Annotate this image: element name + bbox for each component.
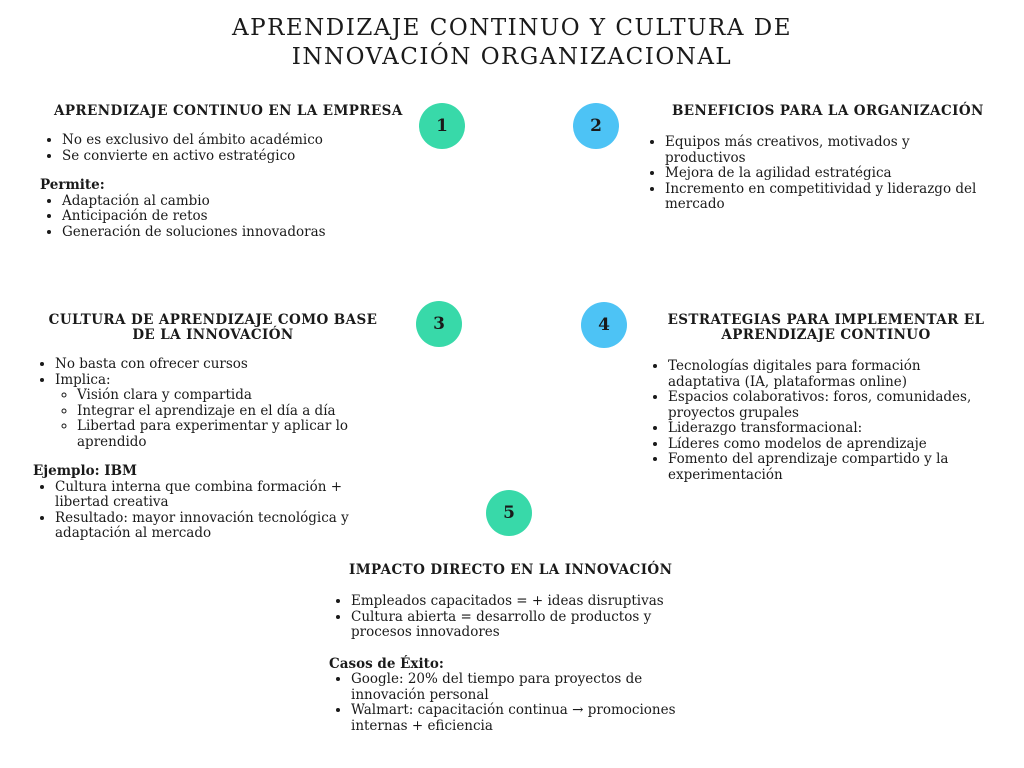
list-item: • Equipos más creativos, motivados y productivos xyxy=(665,135,1003,166)
list-item xyxy=(55,373,393,451)
section-heading: APRENDIZAJE CONTINUO EN LA EMPRESA xyxy=(54,103,403,119)
list-item: • Cultura abierta = desarrollo de productos y procesos innovadores xyxy=(351,610,699,641)
badge-3: 3 xyxy=(416,301,462,347)
bullet-list xyxy=(329,594,699,641)
list-item: • Resultado: mayor innovación tecnológica y adaptación al mercado xyxy=(55,511,393,542)
subheading: Permite: xyxy=(40,177,105,193)
nested-item: ◦ Integrar el aprendizaje en el día a día xyxy=(77,404,393,420)
list-item: • Mejora de la agilidad estratégica xyxy=(665,166,1003,182)
list-item: • Google: 20% del tiempo para proyectos de innovación personal xyxy=(351,672,699,703)
list-item: • Tecnologías digitales para formación adaptativa (IA, plataformas online) xyxy=(668,359,996,390)
section-beneficios xyxy=(643,104,1003,213)
list-item: • Liderazgo transformacional: xyxy=(668,421,996,437)
badge-5: 5 xyxy=(486,490,532,536)
bullet-list xyxy=(643,135,1003,213)
list-item: • No basta con ofrecer cursos xyxy=(55,357,393,373)
bullet-list xyxy=(33,357,393,450)
section-impacto xyxy=(329,563,699,734)
badge-4: 4 xyxy=(581,302,627,348)
section-heading: ESTRATEGIAS PARA IMPLEMENTAR EL APRENDIZAJE CONTINUO xyxy=(667,312,985,343)
section-estrategias xyxy=(646,313,996,483)
section-aprendizaje-continuo xyxy=(40,104,420,240)
bullet-list xyxy=(40,194,420,241)
list-item: • Cultura interna que combina formación + libertad creativa xyxy=(55,480,393,511)
subheading: Ejemplo: IBM xyxy=(33,463,137,479)
section-heading: BENEFICIOS PARA LA ORGANIZACIÓN xyxy=(672,103,984,119)
title-line-2: INNOVACIÓN ORGANIZACIONAL xyxy=(291,44,733,70)
page-title xyxy=(0,14,1024,72)
title-line-1: APRENDIZAJE CONTINUO Y CULTURA DE xyxy=(231,15,792,41)
section-heading: CULTURA DE APRENDIZAJE COMO BASE DE LA INNOVACIÓN xyxy=(48,312,378,343)
section-cultura-aprendizaje xyxy=(33,313,393,542)
list-item: • Espacios colaborativos: foros, comunidades, proyectos grupales xyxy=(668,390,996,421)
list-item: • Fomento del aprendizaje compartido y la experimentación xyxy=(668,452,996,483)
bullet-list xyxy=(33,480,393,542)
nested-item: ◦ Libertad para experimentar y aplicar lo aprendido xyxy=(77,419,393,450)
badge-1: 1 xyxy=(419,103,465,149)
list-item: • Generación de soluciones innovadoras xyxy=(62,225,420,241)
list-item: • Walmart: capacitación continua → promociones internas + eficiencia xyxy=(351,703,699,734)
list-item: • Se convierte en activo estratégico xyxy=(62,149,420,165)
list-item: • No es exclusivo del ámbito académico xyxy=(62,133,420,149)
list-item: • Incremento en competitividad y liderazgo del mercado xyxy=(665,182,1003,213)
list-item: • Líderes como modelos de aprendizaje xyxy=(668,437,996,453)
nested-list xyxy=(55,388,393,450)
nested-item: ◦ Visión clara y compartida xyxy=(77,388,393,404)
badge-2: 2 xyxy=(573,103,619,149)
list-item: • Adaptación al cambio xyxy=(62,194,420,210)
section-heading: IMPACTO DIRECTO EN LA INNOVACIÓN xyxy=(349,562,673,578)
list-item: • Anticipación de retos xyxy=(62,209,420,225)
list-item-text: Implica: xyxy=(55,371,111,388)
bullet-list xyxy=(646,359,996,483)
list-item: • Empleados capacitados = + ideas disruptivas xyxy=(351,594,699,610)
bullet-list xyxy=(40,133,420,164)
bullet-list xyxy=(329,672,699,734)
subheading: Casos de Éxito: xyxy=(329,655,444,672)
